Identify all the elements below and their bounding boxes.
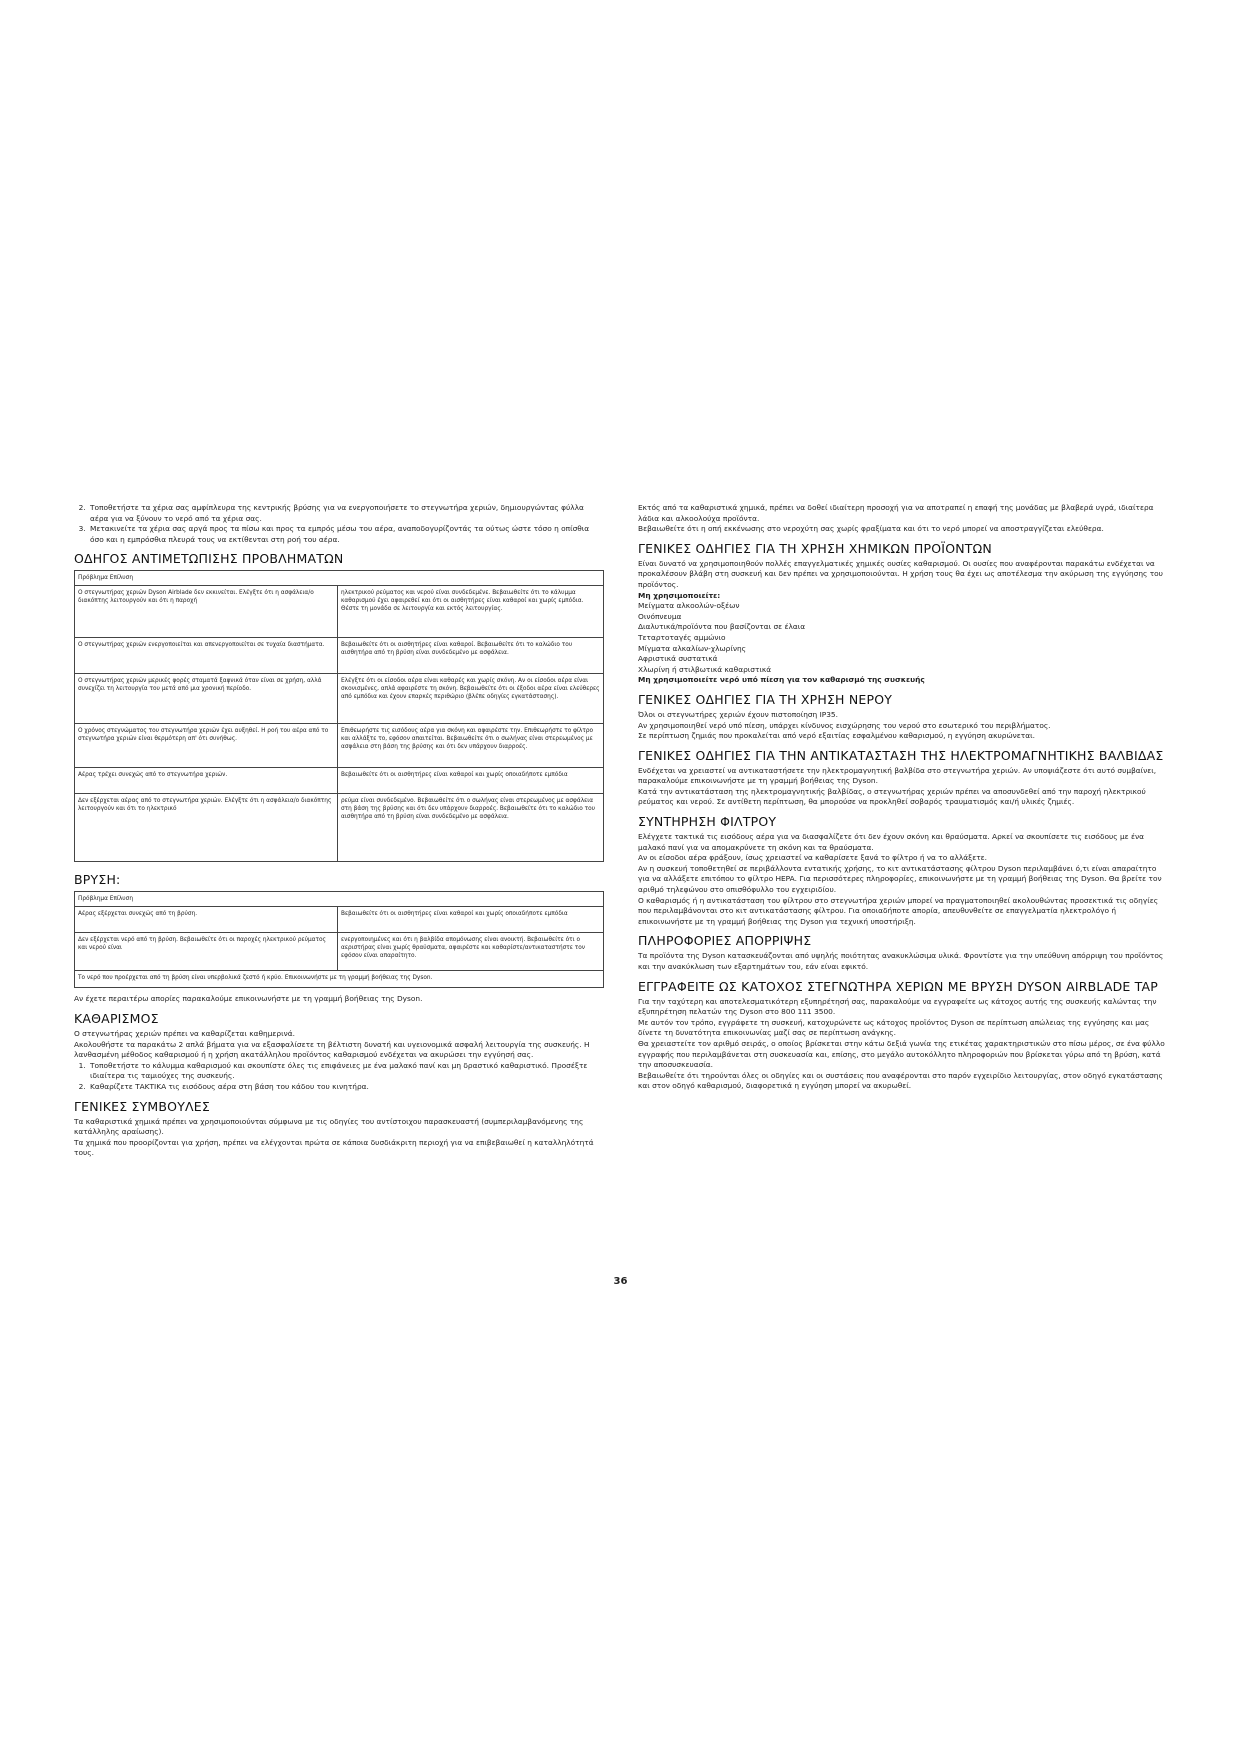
solution-cell: Βεβαιωθείτε ότι οι αισθητήρες είναι καθαροί και χωρίς οποιαδήποτε εμπόδια [338,907,604,933]
list-item: 3. Μετακινείτε τα χέρια σας αργά προς τα πίσω και προς τα εμπρός μέσω του αέρα, αναποδογυρίζοντάς τα ούτως ώστε τόσο η οπίσθια όσο και η εμπρόσθια πλευρά τους να εκτίθενται στη ροή του αέρα. [88,524,604,545]
register-paragraph: Για την ταχύτερη και αποτελεσματικότερη εξυπηρέτησή σας, παρακαλούμε να εγγραφείτε ως κάτοχος αυτής της συσκευής καλώντας την εξυπηρέτηση πελατών της Dyson στο 800 111 3500. [638,996,1157,1017]
table-row [75,768,604,794]
problem-cell: Δεν εξέρχεται νερό από τη βρύση. Βεβαιωθείτε ότι οι παροχές ηλεκτρικού ρεύματος και νερού είναι [75,933,338,971]
table-row [75,933,604,971]
solution-cell: ρεύμα είναι συνδεδεμένο. Βεβαιωθείτε ότι ο σωλήνας είναι στερεωμένος με ασφάλεια στη βάση της βρύσης και ότι δεν υπάρχουν διαρροές. Βεβαιωθείτε ότι το καλώδιο του αισθητήρα από τη βρύση είναι συνδεδεμένο με ασφάλεια. [338,794,604,862]
intro-steps [74,503,604,545]
register-heading: ΕΓΓΡΑΦΕΙΤΕ ΩΣ ΚΑΤΟΧΟΣ ΣΤΕΓΝΩΤΗΡΑ ΧΕΡΙΩΝ ΜΕ ΒΡΥΣΗ DYSON AIRBLADE TAP [638,978,1159,994]
water-heading: ΓΕΝΙΚΕΣ ΟΔΗΓΙΕΣ ΓΙΑ ΤΗ ΧΡΗΣΗ ΝΕΡΟΥ [638,691,893,707]
table-row [75,794,604,862]
solution-cell: Βεβαιωθείτε ότι οι αισθητήρες είναι καθαροί. Βεβαιωθείτε ότι το καλώδιο του αισθητήρα από τη βρύση είναι συνδεδεμένο με ασφάλεια. [338,638,604,674]
disposal-paragraph: Τα προϊόντα της Dyson κατασκευάζονται από υψηλής ποιότητας ανακυκλώσιμα υλικά. Φροντίστε για την υπεύθυνη απόρριψη του προϊόντος και την ανακύκλωση των εξαρτημάτων του, εάν είναι εφικτό. [638,951,1164,971]
water-paragraph: Αν χρησιμοποιηθεί νερό υπό πίεση, υπάρχει κίνδυνος εισχώρησης του νερού στο εσωτερικό του περιβλήματος. [638,720,1051,730]
table-header: Πρόβλημα Επίλυση [75,571,604,586]
filter-paragraph: Ελέγχετε τακτικά τις εισόδους αέρα για να διασφαλίζετε ότι δεν έχουν σκόνη και θραύσματα. Αρκεί να σκουπίσετε τις εισόδους με ένα μαλακό πανί για να απομακρύνετε τη σκόνη και τα θραύσματα. [638,832,1144,852]
advice-heading: ΓΕΝΙΚΕΣ ΣΥΜΒΟΥΛΕΣ [74,1098,210,1114]
filter-paragraph: Αν η συσκευή τοποθετηθεί σε περιβάλλοντα εντατικής χρήσης, το κιτ αντικατάστασης φίλτρου Dyson περιλαμβάνει ό,τι είναι απαραίτητο για να αλλάξετε επιτόπου το φίλτρο HEPA. Για περισσότερες πληροφορίες, επικοινωνήστε με τη γραμμή βοήθειας της Dyson. Θα βρείτε τον αριθμό τηλεφώνου στο οπισθόφυλλο του εγχειριδίου. [638,863,1162,895]
list-item: 1. Τοποθετήστε το κάλυμμα καθαρισμού και σκουπίστε όλες τις επιφάνειες με ένα μαλακό πανί και μη δραστικό καθαριστικό. Προσέξτε ιδιαίτερα τις ταμιούχες της συσκευής. [88,1061,604,1082]
problem-cell: Ο στεγνωτήρας χεριών Dyson Airblade δεν εκκινείται. Ελέγξτε ότι η ασφάλεια/ο διακόπτης λειτουργούν και ότι η παροχή [75,586,338,638]
table-row [75,674,604,724]
left-column [74,503,604,1159]
list-item: Διαλυτικά/προϊόντα που βασίζονται σε έλαια [638,622,806,632]
problem-cell: Ο στεγνωτήρας χεριών ενεργοποιείται και απενεργοποιείται σε τυχαία διαστήματα. [75,638,338,674]
troubleshooting-heading: ΟΔΗΓΟΣ ΑΝΤΙΜΕΤΩΠΙΣΗΣ ΠΡΟΒΛΗΜΑΤΩΝ [74,551,344,567]
cleaning-heading: ΚΑΘΑΡΙΣΜΟΣ [74,1010,159,1026]
list-item: Χλωρίνη ή στιλβωτικά καθαριστικά [638,664,772,674]
list-item: Οινόπνευμα [638,611,682,621]
problem-cell: Αέρας τρέχει συνεχώς από το στεγνωτήρα χεριών. [75,768,338,794]
list-item: Μίγματα αλκαλίων-χλωρίνης [638,643,747,653]
do-not-use-label: Μη χρησιμοποιείτε: [638,590,721,600]
chemicals-paragraph: Είναι δυνατό να χρησιμοποιηθούν πολλές επαγγελματικές χημικές ουσίες καθαρισμού. Οι ουσίες που αναφέρονται παρακάτω ενδέχεται να προκαλέσουν βλάβη στη συσκευή και δεν πρέπει να χρησιμοποιούνται. Η χρήση τους θα έχει ως αποτέλεσμα την ακύρωση της εγγύησης του προϊόντος. [638,558,1163,589]
filter-paragraph: Ο καθαρισμός ή η αντικατάσταση του φίλτρου στο στεγνωτήρα χεριών μπορεί να πραγματοποιηθεί ακολουθώντας προσεκτικά τις οδηγίες που περιλαμβάνονται στο κιτ αντικατάστασης φίλτρου. Για οποιαδήποτε απορία, απευθυνθείτε σε επαγγελματία ηλεκτρολόγο ή επικοινωνήστε με τη γραμμή βοήθειας της Dyson για τεχνική υποστήριξη. [638,895,1159,926]
cleaning-paragraph: Ο στεγνωτήρας χεριών πρέπει να καθαρίζεται καθημερινά. [74,1028,295,1038]
right-column [638,503,1168,1092]
pressure-warning: Μη χρησιμοποιείτε νερό υπό πίεση για τον καθαρισμό της συσκευής [638,675,925,685]
solution-cell: Επιθεωρήστε τις εισόδους αέρα για σκόνη και αφαιρέστε την. Επιθεωρήστε το φίλτρο και αλλάξτε το, εφόσον απαιτείται. Βεβαιωθείτε ότι ο σωλήνας είναι στερεωμένος με ασφάλεια στη βάση της βρύσης και ότι δεν υπάρχουν διαρροές. [338,724,604,768]
tap-troubleshooting-table [74,891,604,988]
chemicals-list [638,601,1168,675]
table-header: Πρόβλημα Επίλυση [75,892,604,907]
cleaning-paragraph: Ακολουθήστε τα παρακάτω 2 απλά βήματα για να εξασφαλίσετε τη βέλτιστη δυνατή και υγειονομικά ασφαλή λειτουργία της συσκευής. Η λανθασμένη μέθοδος καθαρισμού ή η χρήση ακατάλληλου προϊόντος καθαρισμού ενδέχεται να ακυρώσει την εγγύησή σας. [74,1039,590,1060]
valve-paragraph: Κατά την αντικατάσταση της ηλεκτρομαγνητικής βαλβίδας, ο στεγνωτήρας χεριών πρέπει να αποσυνδεθεί από την παροχή ηλεκτρικού ρεύματος και νερού. Σε αντίθετη περίπτωση, θα μπορούσε να προκληθεί σοβαρός τραυματισμός και/ή υλικές ζημιές. [638,786,1146,807]
register-paragraph: Θα χρειαστείτε τον αριθμό σειράς, ο οποίος βρίσκεται στην κάτω δεξιά γωνία της ετικέτας χαρακτηριστικών στο πίσω μέρος, σε ένα φύλλο εγγραφής που περιλαμβάνεται στη συσκευασία και, επίσης, στο μεγάλο αυτοκόλλητο πληροφοριών που βρίσκεται γύρω από τη βρύση, κατά την αποσυσκευασία. [638,1038,1165,1070]
troubleshooting-table [74,570,604,862]
valve-paragraph: Ενδέχεται να χρειαστεί να αντικαταστήσετε την ηλεκτρομαγνητική βαλβίδα στο στεγνωτήρα χεριών. Αν υποψιάζεστε ότι αυτό συμβαίνει, παρακαλούμε επικοινωνήστε με τη γραμμή βοήθειας της Dyson. [638,765,1157,786]
intro-paragraph: Εκτός από τα καθαριστικά χημικά, πρέπει να δοθεί ιδιαίτερη προσοχή για να αποτραπεί η επαφή της μονάδας με βλαβερά υγρά, ιδιαίτερα λάδια και αλκοολούχα προϊόντα. [638,503,1154,523]
cleaning-steps [74,1061,604,1093]
water-paragraph: Σε περίπτωση ζημιάς που προκαλείται από νερό εξαιτίας εσφαλμένου καθαρισμού, η εγγύηση ακυρώνεται. [638,731,1035,741]
solution-cell: ενεργοποιημένες και ότι η βαλβίδα απομόνωσης είναι ανοικτή. Βεβαιωθείτε ότι ο αεριστήρας είναι χωρίς θραύσματα, αφαιρέστε και καθαρίστε/αντικαταστήστε τον εφόσον είναι απαραίτητο. [338,933,604,971]
register-paragraph: Βεβαιωθείτε ότι τηρούνται όλες οι οδηγίες και οι συστάσεις που αναφέρονται στο παρόν εγχειρίδιο λειτουργίας, στον οδηγό εγκατάστασης και στον οδηγό καθαρισμού, διαφορετικά η εγγύηση μπορεί να ακυρωθεί. [638,1070,1163,1091]
problem-cell: Ο στεγνωτήρας χεριών μερικές φορές σταματά ξαφνικά όταν είναι σε χρήση, αλλά συνεχίζει τη λειτουργία του μετά από μια χρονική περίοδο. [75,674,338,724]
table-row [75,638,604,674]
table-row [75,907,604,933]
table-row [75,586,604,638]
problem-cell: Αέρας εξέρχεται συνεχώς από τη βρύση. [75,907,338,933]
solution-cell: Ελέγξτε ότι οι είσοδοι αέρα είναι καθαρές και χωρίς σκόνη. Αν οι είσοδοι αέρα είναι σκονισμένες, απλά αφαιρέστε τη σκόνη. Βεβαιωθείτε ότι οι έξοδοι αέρα είναι ελεύθερες από εμπόδια και έχουν επαρκές περιθώριο (βλέπε οδηγίες εγκατάστασης). [338,674,604,724]
disposal-heading: ΠΛΗΡΟΦΟΡΙΕΣ ΑΠΟΡΡΙΨΗΣ [638,933,812,949]
valve-heading: ΓΕΝΙΚΕΣ ΟΔΗΓΙΕΣ ΓΙΑ ΤΗΝ ΑΝΤΙΚΑΤΑΣΤΑΣΗ ΤΗΣ ΗΛΕΚΤΡΟΜΑΓΝΗΤΙΚΗΣ ΒΑΛΒΙΔΑΣ [638,747,1164,763]
advice-paragraph: Τα καθαριστικά χημικά πρέπει να χρησιμοποιούνται σύμφωνα με τις οδηγίες του αντίστοιχου παρασκευαστή (συμπεριλαμβανόμενης της κατάλληλης αραίωσης). [74,1116,584,1137]
contact-line: Αν έχετε περαιτέρω απορίες παρακαλούμε επικοινωνήστε με τη γραμμή βοήθειας της Dyson. [74,994,423,1004]
list-item: Μείγματα αλκοολών-οξέων [638,601,740,611]
solution-cell: ηλεκτρικού ρεύματος και νερού είναι συνδεδεμένε. Βεβαιωθείτε ότι το κάλυμμα καθαρισμού έχει αφαιρεθεί και ότι οι αισθητήρες είναι καθαροί και χωρίς εμπόδια. Θέστε τη μονάδα σε λειτουργία και εκτός λειτουργίας. [338,586,604,638]
chemicals-heading: ΓΕΝΙΚΕΣ ΟΔΗΓΙΕΣ ΓΙΑ ΤΗ ΧΡΗΣΗ ΧΗΜΙΚΩΝ ΠΡΟΪΟΝΤΩΝ [638,540,992,556]
filter-heading: ΣΥΝΤΗΡΗΣΗ ΦΙΛΤΡΟΥ [638,814,777,830]
list-item: Αφριστικά συστατικά [638,654,718,664]
list-item: 2. Καθαρίζετε ΤΑΚΤΙΚΑ τις εισόδους αέρα στη βάση του κάδου του κινητήρα. [88,1082,604,1093]
list-item: 2. Τοποθετήστε τα χέρια σας αμφίπλευρα της κεντρικής βρύσης για να ενεργοποιήσετε το στεγνωτήρα χεριών, δημιουργώντας φύλλα αέρα για να ξύνουν το νερό από τα χέρια σας. [88,503,604,524]
solution-cell: Βεβαιωθείτε ότι οι αισθητήρες είναι καθαροί και χωρίς οποιαδήποτε εμπόδια [338,768,604,794]
table-row [75,971,604,988]
register-paragraph: Με αυτόν τον τρόπο, εγγράφετε τη συσκευή, κατοχυρώνετε ως κάτοχος προϊόντος Dyson σε περίπτωση απώλειας της εγγύησης και μας δίνετε τη δυνατότητα επικοινωνίας μαζί σας σε περίπτωση ανάγκης. [638,1017,1150,1038]
problem-cell: Δεν εξέρχεται αέρας από το στεγνωτήρα χεριών. Ελέγξτε ότι η ασφάλεια/ο διακόπτης λειτουργούν και ότι το ηλεκτρικό [75,794,338,862]
problem-cell: Ο χρόνος στεγνώματος του στεγνωτήρα χεριών έχει αυξηθεί. Η ροή του αέρα από το στεγνωτήρα χεριών είναι θερμότερη απ' ότι συνήθως. [75,724,338,768]
filter-paragraph: Αν οι είσοδοι αέρα φράξουν, ίσως χρειαστεί να καθαρίσετε ξανά το φίλτρο ή να το αλλάξετε. [638,853,987,863]
table-row [75,724,604,768]
list-item: Τεταρτοταγές αμμώνιο [638,632,726,642]
water-paragraph: Όλοι οι στεγνωτήρες χεριών έχουν πιστοποίηση IP35. [638,709,838,719]
tap-heading: ΒΡΥΣΗ: [74,872,121,888]
intro-paragraph: Βεβαιωθείτε ότι η οπή εκκένωσης στο νεροχύτη σας χωρίς φραξίματα και ότι το νερό μπορεί να αποστραγγίζεται ελεύθερα. [638,524,1104,534]
advice-paragraph: Τα χημικά που προορίζονται για χρήση, πρέπει να ελέγχονται πρώτα σε κάποια δυσδιάκριτη περιοχή για να επιβεβαιωθεί η καταλληλότητά τους. [74,1137,594,1158]
problem-cell: Το νερό που προέρχεται από τη βρύση είναι υπερβολικά ζεστό ή κρύο. Επικοινωνήστε με τη γραμμή βοήθειας της Dyson. [75,971,604,988]
page-number: 36 [613,1276,628,1287]
